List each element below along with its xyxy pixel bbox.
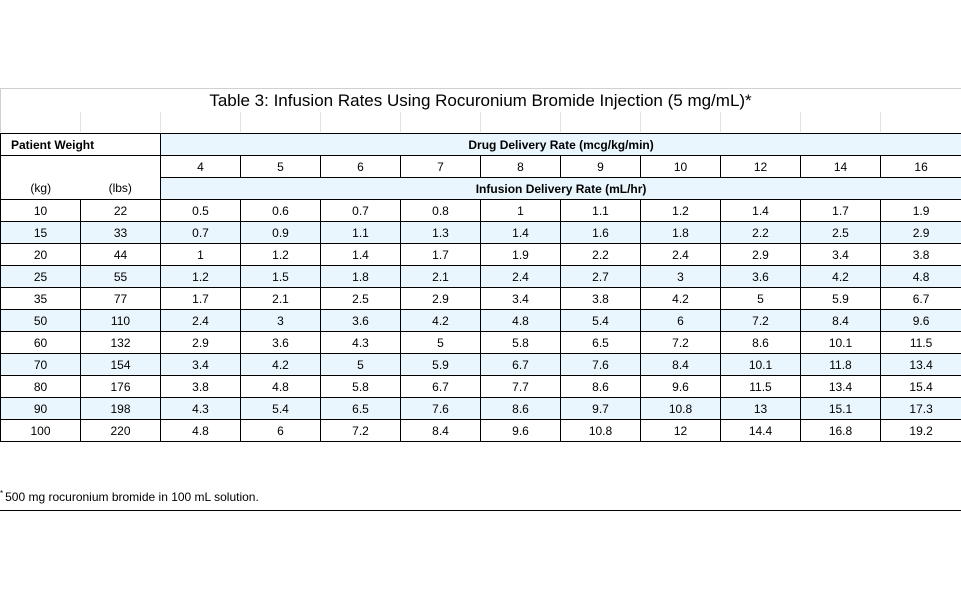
- weight-kg-cell: 15: [1, 222, 81, 244]
- gridline: [80, 112, 81, 132]
- infusion-rate-cell: 5.8: [321, 376, 401, 398]
- infusion-rate-cell: 8.6: [481, 398, 561, 420]
- infusion-rate-cell: 4.3: [321, 332, 401, 354]
- infusion-rate-cell: 0.7: [321, 200, 401, 222]
- infusion-rate-cell: 2.4: [481, 266, 561, 288]
- weight-lbs-cell: 154: [81, 354, 161, 376]
- gridline: [320, 112, 321, 132]
- infusion-rate-cell: 1.3: [401, 222, 481, 244]
- infusion-rate-cell: 3.8: [561, 288, 641, 310]
- infusion-rate-cell: 1.9: [881, 200, 961, 222]
- infusion-rate-cell: 5.8: [481, 332, 561, 354]
- weight-kg-cell: 80: [1, 376, 81, 398]
- infusion-rate-cell: 5.9: [801, 288, 881, 310]
- infusion-rate-cell: 1.4: [481, 222, 561, 244]
- infusion-rate-cell: 9.6: [641, 376, 721, 398]
- infusion-rate-table-frame: [0, 88, 961, 512]
- table-row: [1, 310, 961, 332]
- infusion-rate-cell: 8.4: [641, 354, 721, 376]
- infusion-rate-cell: 15.4: [881, 376, 961, 398]
- infusion-rate-cell: 3.8: [161, 376, 241, 398]
- rate-column-header: 4: [161, 156, 241, 178]
- infusion-rate-cell: 0.5: [161, 200, 241, 222]
- infusion-rate-cell: 11.8: [801, 354, 881, 376]
- infusion-rate-cell: 5.4: [241, 398, 321, 420]
- kg-header: (kg): [1, 156, 81, 200]
- weight-lbs-cell: 22: [81, 200, 161, 222]
- infusion-rate-cell: 2.5: [801, 222, 881, 244]
- table-row: [1, 200, 961, 222]
- infusion-rate-cell: 3.6: [721, 266, 801, 288]
- infusion-rate-cell: 4.8: [241, 376, 321, 398]
- infusion-rate-cell: 10.8: [641, 398, 721, 420]
- infusion-rate-cell: 8.4: [801, 310, 881, 332]
- infusion-rate-cell: 1.7: [801, 200, 881, 222]
- weight-kg-cell: 20: [1, 244, 81, 266]
- infusion-rate-cell: 1.5: [241, 266, 321, 288]
- infusion-rate-cell: 6.5: [561, 332, 641, 354]
- infusion-rate-cell: 2.9: [161, 332, 241, 354]
- gridline: [400, 112, 401, 132]
- infusion-rate-cell: 3.4: [801, 244, 881, 266]
- infusion-rate-cell: 6.7: [481, 354, 561, 376]
- weight-kg-cell: 10: [1, 200, 81, 222]
- infusion-rate-cell: 13: [721, 398, 801, 420]
- top-rule: [0, 88, 961, 89]
- header-row: [1, 134, 961, 156]
- infusion-rate-cell: 7.2: [641, 332, 721, 354]
- gridline: [160, 112, 161, 132]
- infusion-rate-cell: 7.2: [721, 310, 801, 332]
- infusion-rate-cell: 4.3: [161, 398, 241, 420]
- infusion-rate-cell: 0.9: [241, 222, 321, 244]
- infusion-rate-cell: 5: [321, 354, 401, 376]
- infusion-rate-cell: 4.2: [241, 354, 321, 376]
- infusion-rate-cell: 16.8: [801, 420, 881, 442]
- infusion-rate-cell: 3.4: [161, 354, 241, 376]
- infusion-rate-cell: 8.4: [401, 420, 481, 442]
- infusion-rate-cell: 2.9: [401, 288, 481, 310]
- infusion-rate-cell: 2.1: [241, 288, 321, 310]
- patient-weight-header: Patient Weight: [1, 134, 161, 156]
- infusion-rate-cell: 6: [241, 420, 321, 442]
- infusion-rate-cell: 2.1: [401, 266, 481, 288]
- table-body: [1, 134, 961, 442]
- weight-lbs-cell: 176: [81, 376, 161, 398]
- infusion-rate-cell: 2.7: [561, 266, 641, 288]
- weight-lbs-cell: 110: [81, 310, 161, 332]
- infusion-rate-cell: 1: [481, 200, 561, 222]
- infusion-rate-cell: 10.1: [721, 354, 801, 376]
- infusion-rate-cell: 8.6: [561, 376, 641, 398]
- infusion-rate-cell: 3.4: [481, 288, 561, 310]
- footnote-marker: *: [0, 489, 4, 498]
- rate-column-header: 8: [481, 156, 561, 178]
- infusion-rate-cell: 1.4: [321, 244, 401, 266]
- table-row: [1, 420, 961, 442]
- infusion-rate-cell: 0.7: [161, 222, 241, 244]
- infusion-rate-cell: 1.2: [641, 200, 721, 222]
- weight-kg-cell: 100: [1, 420, 81, 442]
- infusion-rate-cell: 1.1: [321, 222, 401, 244]
- weight-kg-cell: 70: [1, 354, 81, 376]
- table-row: [1, 244, 961, 266]
- infusion-rate-cell: 6: [641, 310, 721, 332]
- infusion-rate-cell: 2.4: [161, 310, 241, 332]
- gridline: [560, 112, 561, 132]
- infusion-rate-cell: 9.6: [881, 310, 961, 332]
- infusion-rate-cell: 14.4: [721, 420, 801, 442]
- infusion-rate-cell: 4.8: [161, 420, 241, 442]
- infusion-rate-cell: 13.4: [801, 376, 881, 398]
- infusion-rate-cell: 7.6: [561, 354, 641, 376]
- infusion-rate-cell: 7.7: [481, 376, 561, 398]
- infusion-rate-cell: 1.8: [641, 222, 721, 244]
- infusion-rate-cell: 5: [721, 288, 801, 310]
- infusion-rate-cell: 7.2: [321, 420, 401, 442]
- gridline: [480, 112, 481, 132]
- infusion-rate-cell: 5: [401, 332, 481, 354]
- infusion-rate-cell: 10.1: [801, 332, 881, 354]
- infusion-rate-cell: 2.2: [721, 222, 801, 244]
- weight-kg-cell: 35: [1, 288, 81, 310]
- infusion-rate-cell: 2.9: [721, 244, 801, 266]
- rate-column-header: 5: [241, 156, 321, 178]
- weight-kg-cell: 25: [1, 266, 81, 288]
- drug-delivery-header: Drug Delivery Rate (mcg/kg/min): [161, 134, 961, 156]
- infusion-rate-cell: 1.7: [161, 288, 241, 310]
- infusion-rate-cell: 2.5: [321, 288, 401, 310]
- infusion-rate-cell: 10.8: [561, 420, 641, 442]
- weight-lbs-cell: 77: [81, 288, 161, 310]
- infusion-rate-cell: 4.2: [401, 310, 481, 332]
- table-row: [1, 288, 961, 310]
- infusion-rate-cell: 4.8: [881, 266, 961, 288]
- weight-lbs-cell: 44: [81, 244, 161, 266]
- infusion-rate-cell: 11.5: [881, 332, 961, 354]
- table-row: [1, 332, 961, 354]
- infusion-rate-cell: 3: [241, 310, 321, 332]
- infusion-rate-cell: 3.6: [241, 332, 321, 354]
- infusion-rate-cell: 6.7: [401, 376, 481, 398]
- infusion-rate-cell: 11.5: [721, 376, 801, 398]
- gridline: [880, 112, 881, 132]
- infusion-rate-cell: 15.1: [801, 398, 881, 420]
- gridline: [720, 112, 721, 132]
- infusion-rate-cell: 1.7: [401, 244, 481, 266]
- weight-lbs-cell: 198: [81, 398, 161, 420]
- weight-lbs-cell: 132: [81, 332, 161, 354]
- infusion-rate-cell: 1.4: [721, 200, 801, 222]
- table-row: [1, 376, 961, 398]
- infusion-rate-cell: 1.6: [561, 222, 641, 244]
- infusion-rate-cell: 1.9: [481, 244, 561, 266]
- infusion-rate-cell: 1: [161, 244, 241, 266]
- weight-kg-cell: 90: [1, 398, 81, 420]
- footnote: [0, 488, 961, 511]
- infusion-rate-cell: 19.2: [881, 420, 961, 442]
- weight-lbs-cell: 33: [81, 222, 161, 244]
- rate-column-header: 14: [801, 156, 881, 178]
- infusion-rate-cell: 0.6: [241, 200, 321, 222]
- infusion-rate-cell: 3: [641, 266, 721, 288]
- weight-kg-cell: 50: [1, 310, 81, 332]
- infusion-rate-cell: 2.4: [641, 244, 721, 266]
- gridline: [240, 112, 241, 132]
- infusion-rate-cell: 13.4: [881, 354, 961, 376]
- infusion-rate-cell: 6.5: [321, 398, 401, 420]
- infusion-rate-cell: 12: [641, 420, 721, 442]
- infusion-rate-cell: 4.2: [801, 266, 881, 288]
- rate-column-header: 7: [401, 156, 481, 178]
- infusion-delivery-header: Infusion Delivery Rate (mL/hr): [161, 178, 961, 200]
- infusion-rate-cell: 2.2: [561, 244, 641, 266]
- infusion-rate-cell: 4.8: [481, 310, 561, 332]
- infusion-rate-cell: 17.3: [881, 398, 961, 420]
- table-title: Table 3: Infusion Rates Using Rocuronium Bromide Injection (5 mg/mL)*: [209, 91, 752, 110]
- infusion-rate-cell: 1.8: [321, 266, 401, 288]
- infusion-rate-cell: 5.9: [401, 354, 481, 376]
- infusion-rate-cell: 9.6: [481, 420, 561, 442]
- infusion-rate-cell: 4.2: [641, 288, 721, 310]
- infusion-rate-cell: 7.6: [401, 398, 481, 420]
- gridline: [640, 112, 641, 132]
- infusion-rate-cell: 6.7: [881, 288, 961, 310]
- rate-column-header: 9: [561, 156, 641, 178]
- weight-kg-cell: 60: [1, 332, 81, 354]
- rate-column-header: 12: [721, 156, 801, 178]
- gridline: [800, 112, 801, 132]
- infusion-rate-cell: 0.8: [401, 200, 481, 222]
- rate-columns-row: [1, 156, 961, 178]
- infusion-rate-cell: 9.7: [561, 398, 641, 420]
- infusion-rate-table: [0, 133, 961, 442]
- weight-lbs-cell: 220: [81, 420, 161, 442]
- infusion-rate-cell: 3.6: [321, 310, 401, 332]
- infusion-rate-cell: 1.2: [161, 266, 241, 288]
- infusion-rate-cell: 2.9: [881, 222, 961, 244]
- infusion-rate-cell: 8.6: [721, 332, 801, 354]
- table-row: [1, 222, 961, 244]
- infusion-rate-cell: 1.2: [241, 244, 321, 266]
- infusion-rate-cell: 5.4: [561, 310, 641, 332]
- table-row: [1, 398, 961, 420]
- table-row: [1, 354, 961, 376]
- rate-column-header: 16: [881, 156, 961, 178]
- rate-column-header: 6: [321, 156, 401, 178]
- table-row: [1, 266, 961, 288]
- infusion-rate-cell: 3.8: [881, 244, 961, 266]
- weight-lbs-cell: 55: [81, 266, 161, 288]
- infusion-rate-cell: 1.1: [561, 200, 641, 222]
- lbs-header: (lbs): [81, 156, 161, 200]
- footnote-text: 500 mg rocuronium bromide in 100 mL solution.: [5, 490, 259, 504]
- rate-column-header: 10: [641, 156, 721, 178]
